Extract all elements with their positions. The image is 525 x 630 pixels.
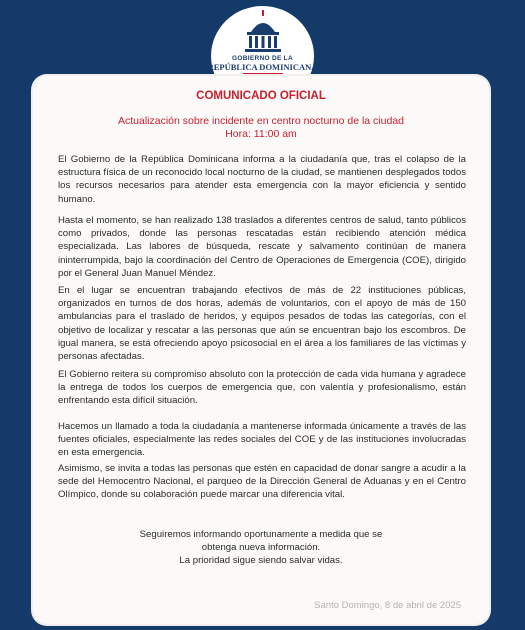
logo-divider bbox=[243, 73, 283, 74]
paragraph-6: Asimismo, se invita a todas las personas que estén en capacidad de donar sangre a acudir a la sede del Hemocentro Nacional, el parqueo de la Dirección General de Aduanas y en el Centro Olímpico, donde su colaboración puede marcar una diferencia vital. bbox=[58, 463, 466, 501]
logo-line-1: GOBIERNO DE LA bbox=[232, 55, 293, 62]
logo-line-2: REPÚBLICA DOMINICANA bbox=[207, 62, 318, 72]
document-subtitle: Actualización sobre incidente en centro nocturno de la ciudad bbox=[117, 115, 405, 127]
paragraph-3: En el lugar se encuentran trabajando efectivos de más de 22 instituciones públicas, organizados en turnos de dos horas, además de voluntarios, con el apoyo de más de 150 ambulancias para el traslado de heridos, y equipos pesados de todas las categorías, con el objetivo de localizar y rescatar a las personas que aún se encuentran bajo los escombros. De igual manera, se está ofreciendo apoyo psicosocial en el área a los familiares de las víctimas y personas afectadas. bbox=[58, 285, 466, 363]
closing-line-1: Seguiremos informando oportunamente a medida que se bbox=[139, 529, 383, 540]
paragraph-1: El Gobierno de la República Dominicana informa a la ciudadanía que, tras el colapso de la estructura física de un reconocido local nocturno de la ciudad, se mantienen desplegados todos los recursos necesarios para atender esta emergencia con la mayor eficiencia y sentido humano. bbox=[58, 154, 466, 205]
paragraph-2: Hasta el momento, se han realizado 138 traslados a diferentes centros de salud, tanto públicos como privados, donde las personas rescatadas están recibiendo atención médica especializada. Las labores de búsqueda, rescate y salvamento continúan de manera ininterrumpida, bajo la coordinación del Centro de Operaciones de Emergencia (COE), dirigido por el General Juan Manuel Méndez. bbox=[58, 215, 466, 279]
place-date-signature: Santo Domingo, 8 de abril de 2025 bbox=[314, 600, 461, 611]
paragraph-5: Hacemos un llamado a toda la ciudadanía a mantenerse informada únicamente a través de las fuentes oficiales, especialmente las redes sociales del COE y de las instituciones involucradas en esta emergencia. bbox=[58, 421, 466, 459]
closing-line-2: obtenga nueva información. bbox=[201, 542, 321, 554]
document-title: COMUNICADO OFICIAL bbox=[196, 90, 326, 102]
closing-block bbox=[33, 528, 489, 568]
closing-line-3: La prioridad sigue siendo salvar vidas. bbox=[179, 555, 343, 567]
paragraph-4: El Gobierno reitera su compromiso absoluto con la protección de cada vida humana y agradece la entrega de todos los cuerpos de emergencia que, con valentía y profesionalismo, están enfrentando esta difícil situación. bbox=[58, 369, 466, 407]
government-emblem-icon bbox=[243, 10, 283, 54]
document-time: Hora: 11:00 am bbox=[225, 128, 297, 140]
statement-card bbox=[33, 76, 489, 624]
